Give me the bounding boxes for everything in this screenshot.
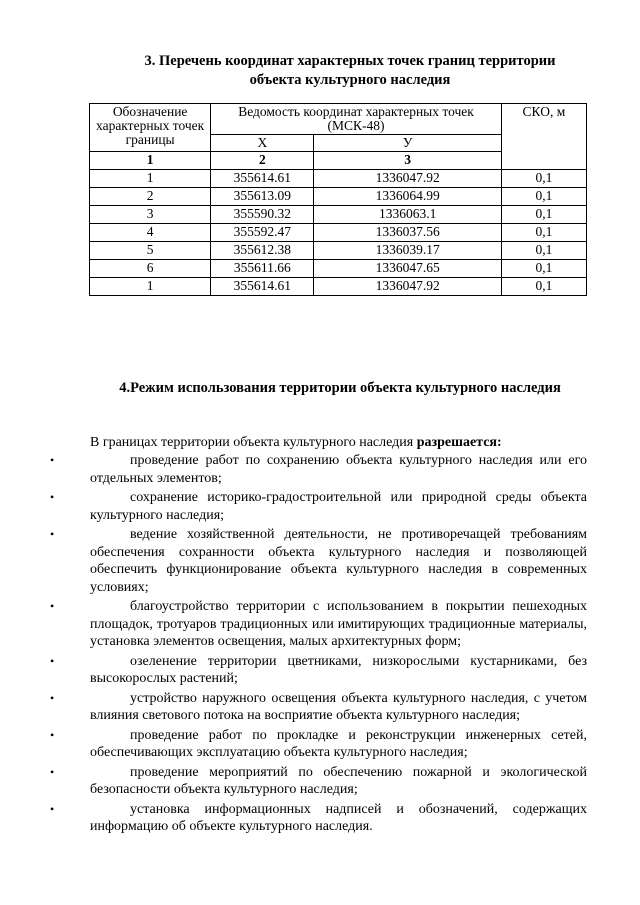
list-item: [50, 690, 587, 725]
sko-cell: 0,1: [501, 224, 586, 242]
y-cell: 1336063.1: [314, 206, 501, 224]
x-cell: 355614.61: [211, 278, 314, 296]
list-item: [50, 801, 587, 836]
section-3-heading-line2: объекта культурного наследия: [249, 72, 451, 88]
header-y: У: [314, 135, 501, 152]
table-row: [90, 242, 587, 260]
list-item: [50, 764, 587, 799]
list-item: [50, 653, 587, 688]
table-row: [90, 278, 587, 296]
y-cell: 1336047.65: [314, 260, 501, 278]
list-item-text: сохранение историко-градостроительной или природной среды объекта культурного наследия;: [90, 490, 587, 523]
x-cell: 355614.61: [211, 170, 314, 188]
table-row: [90, 260, 587, 278]
header-sko: СКО, м: [501, 104, 586, 170]
x-cell: 355612.38: [211, 242, 314, 260]
sko-cell: 0,1: [501, 260, 586, 278]
y-cell: 1336047.92: [314, 278, 501, 296]
sko-cell: 0,1: [501, 278, 586, 296]
list-item-text: проведение мероприятий по обеспечению пожарной и экологической безопасности объекта культурного наследия;: [90, 764, 587, 797]
permitted-list: [50, 452, 587, 838]
table-row: [90, 170, 587, 188]
table-row: [90, 224, 587, 242]
point-id-cell: 6: [90, 260, 211, 278]
x-cell: 355590.32: [211, 206, 314, 224]
bullet-icon: •: [50, 801, 55, 816]
y-cell: 1336039.17: [314, 242, 501, 260]
coordinates-table: [89, 103, 587, 296]
list-item: [50, 489, 587, 524]
y-cell: 1336064.99: [314, 188, 501, 206]
intro-paragraph: [90, 434, 587, 451]
x-cell: 355611.66: [211, 260, 314, 278]
bullet-icon: •: [50, 653, 55, 668]
list-item-text: озеленение территории цветниками, низкорослыми кустарниками, без высокорослых растений;: [90, 653, 587, 686]
list-item-text: установка информационных надписей и обозначений, содержащих информацию об объекте культурного наследия.: [90, 801, 587, 834]
x-cell: 355613.09: [211, 188, 314, 206]
list-item: [50, 727, 587, 762]
section-3-heading: [100, 52, 600, 90]
list-item-text: ведение хозяйственной деятельности, не противоречащей требованиям обеспечения сохранности объекта культурного наследия и позволяющей обеспечить функционирование объекта культурного наследия в современных условиях;: [90, 527, 587, 595]
column-number: 3: [314, 152, 501, 170]
list-item: [50, 598, 587, 651]
sko-cell: 0,1: [501, 242, 586, 260]
sko-cell: 0,1: [501, 170, 586, 188]
y-cell: 1336037.56: [314, 224, 501, 242]
bullet-icon: •: [50, 690, 55, 705]
list-item-text: устройство наружного освещения объекта культурного наследия, с учетом влияния светового потока на восприятие объекта культурного наследия;: [90, 690, 587, 723]
list-item-text: благоустройство территории с использованием в покрытии пешеходных площадок, тротуаров традиционных или имитирующих традиционные материалы, установка элементов освещения, малых архитектурных форм;: [90, 599, 587, 649]
intro-text: В границах территории объекта культурного наследия: [90, 435, 417, 450]
list-item-text: проведение работ по прокладке и реконструкции инженерных сетей, обеспечивающих эксплуатацию объекта культурного наследия;: [90, 727, 587, 760]
bullet-icon: •: [50, 599, 55, 613]
x-cell: 355592.47: [211, 224, 314, 242]
column-number: 2: [211, 152, 314, 170]
point-id-cell: 1: [90, 170, 211, 188]
table-row: [90, 188, 587, 206]
bullet-icon: •: [50, 453, 55, 467]
point-id-cell: 4: [90, 224, 211, 242]
header-x: Х: [211, 135, 314, 152]
sko-cell: 0,1: [501, 188, 586, 206]
section-3-heading-line1: 3. Перечень координат характерных точек границ территории: [144, 53, 556, 69]
bullet-icon: •: [50, 527, 55, 541]
point-id-cell: 1: [90, 278, 211, 296]
bullet-icon: •: [50, 727, 55, 742]
header-point-designation: Обозначение характерных точек границы: [90, 104, 211, 152]
point-id-cell: 5: [90, 242, 211, 260]
section-4-heading: 4.Режим использования территории объекта культурного наследия: [119, 380, 561, 396]
point-id-cell: 2: [90, 188, 211, 206]
bullet-icon: •: [50, 764, 55, 779]
intro-bold: разрешается:: [416, 435, 502, 450]
list-item: [50, 452, 587, 487]
y-cell: 1336047.92: [314, 170, 501, 188]
table-row: [90, 206, 587, 224]
list-item: [50, 526, 587, 596]
list-item-text: проведение работ по сохранению объекта культурного наследия или его отдельных элементов;: [90, 453, 587, 486]
header-coordinates-group: Ведомость координат характерных точек (МСК-48): [211, 104, 502, 135]
bullet-icon: •: [50, 490, 55, 504]
sko-cell: 0,1: [501, 206, 586, 224]
column-number: 1: [90, 152, 211, 170]
point-id-cell: 3: [90, 206, 211, 224]
